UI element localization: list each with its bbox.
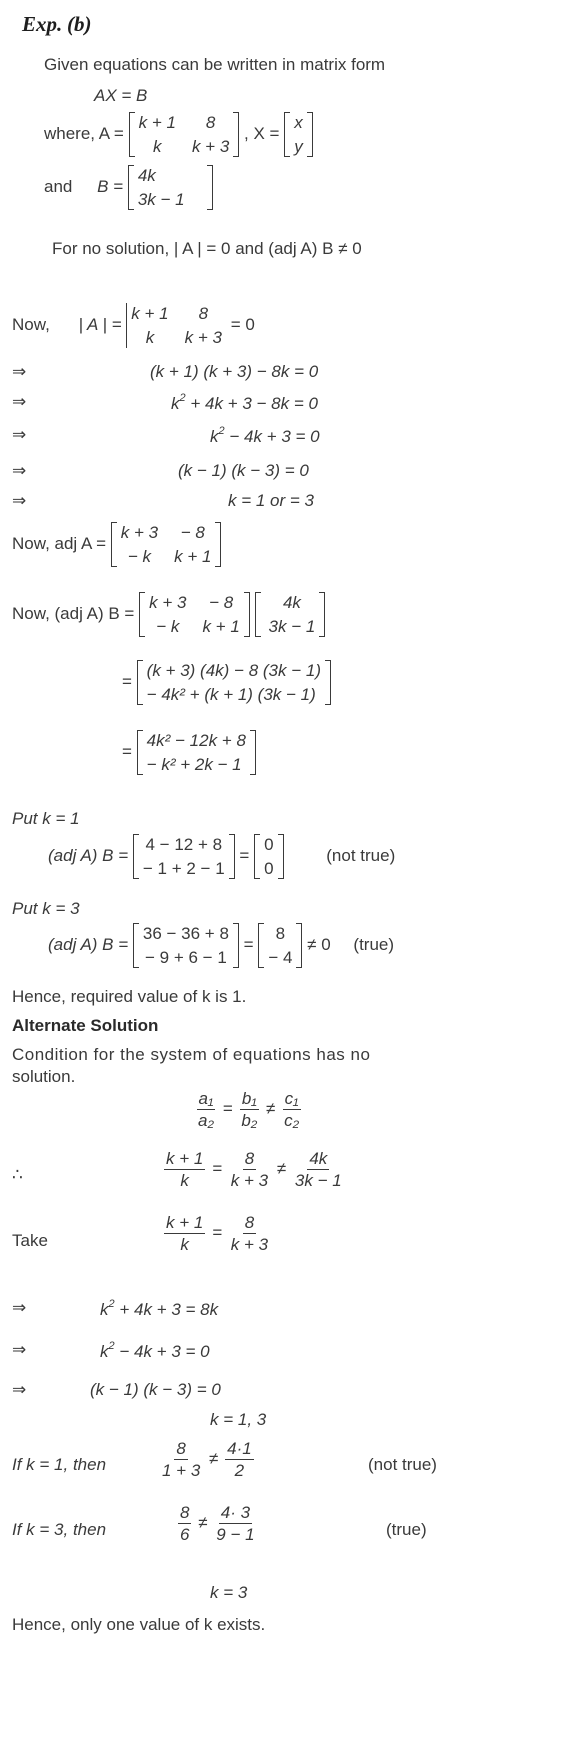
matrix-cell: − 1 + 2 − 1	[142, 859, 225, 878]
verdict-true: (true)	[386, 1520, 427, 1539]
where-a-label: where, A =	[44, 123, 124, 143]
matrix-cell: k + 3	[184, 328, 222, 347]
therefore-symbol: ∴	[12, 1165, 23, 1184]
and-label: and	[44, 176, 73, 196]
alt-step-2: $k^2 - 4k + 3 = 0$	[100, 1340, 210, 1361]
matrix-cell: − 9 + 6 − 1	[145, 948, 227, 967]
adjoint-row	[12, 522, 221, 567]
final-k-value: k = 3	[210, 1583, 248, 1602]
implies-arrow: ⇒	[12, 1298, 27, 1317]
verdict-true: (true)	[353, 934, 395, 954]
adjoint-product-row	[12, 592, 325, 637]
determinant-a	[126, 303, 226, 348]
implies-arrow: ⇒	[12, 491, 27, 510]
matrix-cell: (k + 3) (4k) − 8 (3k − 1)	[146, 661, 321, 680]
matrix-cell: k + 1	[202, 617, 240, 636]
matrix-cell: − 8	[209, 593, 234, 612]
step-roots: k = 1 or = 3	[228, 491, 314, 510]
matrix-cell: − k² + 2k − 1	[146, 755, 242, 774]
matrix-b	[255, 592, 326, 637]
check-k-3-label: If k = 3, then	[12, 1520, 107, 1539]
equals-sign: =	[122, 671, 132, 691]
matrix-cell: k + 3	[191, 137, 230, 156]
matrix-cell: x	[294, 113, 303, 132]
matrix-cell: 8	[275, 924, 286, 943]
matrix-b	[128, 165, 213, 210]
verdict-not-true: (not true)	[368, 1455, 437, 1474]
alternate-paragraph-line2: solution.	[12, 1067, 76, 1086]
matrix-cell: k	[145, 328, 155, 347]
matrix-b-row	[44, 165, 213, 210]
matrix-cell: 4 − 12 + 8	[145, 835, 223, 854]
step-quadratic: $k^2 + 4k + 3 - 8k = 0$	[171, 392, 318, 413]
zero-vector	[254, 834, 283, 879]
matrix-cell: 4k	[282, 593, 301, 612]
matrix-definition-row	[44, 112, 313, 157]
matrix-cell: 8	[198, 304, 209, 323]
product-expansion	[137, 660, 331, 705]
adj-b-label: (adj A) B =	[48, 845, 129, 865]
determinant-row	[12, 303, 255, 348]
matrix-x	[284, 112, 313, 157]
check-k-1: $\frac{8}{1 + 3}$ ≠ $\frac{4\cdot 1}{2}$	[162, 1439, 252, 1480]
matrix-cell: k + 1	[131, 304, 169, 323]
adj-a-label: Now, adj A =	[12, 533, 107, 553]
implies-arrow: ⇒	[12, 362, 27, 381]
implies-arrow: ⇒	[12, 392, 27, 411]
ratio-condition: $\frac{\text{a₁}}{\text{a₂}}$ = $\frac{\text{b₁}}{\text{b₂}}$ ≠ $\frac{\text{c₁}}{\text{c₂}}$	[198, 1089, 300, 1130]
exp-label: Exp.	[22, 12, 63, 36]
implies-arrow: ⇒	[12, 461, 27, 480]
put-k-3: Put k = 3	[12, 899, 80, 918]
matrix-cell: 0	[264, 835, 274, 854]
matrix-cell: k + 1	[138, 113, 176, 132]
intro-text: Given equations can be written in matrix form	[44, 55, 386, 74]
step-expand: (k + 1) (k + 3) − 8k = 0	[150, 362, 319, 381]
product-simplified	[137, 730, 256, 775]
verdict-not-true: (not true)	[326, 845, 396, 865]
matrix-cell: 3k − 1	[268, 617, 316, 636]
matrix-cell: 3k − 1	[137, 190, 185, 209]
matrix-cell: − 4	[268, 948, 293, 967]
matrix-cell: y	[294, 137, 303, 156]
check-k-3: $\frac{8}{6}$ ≠ $\frac{4\cdot 3}{9 - 1}$	[180, 1503, 255, 1544]
step-factored: (k − 1) (k − 3) = 0	[178, 461, 309, 480]
x-equals-label: , X =	[244, 123, 280, 143]
result-vector	[258, 923, 302, 968]
adj-b-label: (adj A) B =	[48, 934, 129, 954]
answer-option: (b)	[67, 12, 92, 36]
alt-step-3: (k − 1) (k − 3) = 0	[90, 1380, 221, 1399]
case-k-3-row: (adj A) B = 36 − 36 + 8 − 9 + 6 − 1 = 8 − 4 ≠ 0 (true)	[48, 924, 395, 967]
alternate-paragraph-line1: Condition for the system of equations has no	[12, 1045, 371, 1064]
equals-sign: =	[122, 741, 132, 761]
det-a-label: | A | =	[78, 314, 122, 334]
matrix-cell: k + 3	[149, 593, 187, 612]
case-k-1-row: (adj A) B = 4 − 12 + 8 − 1 + 2 − 1 = 0 0 (not true)	[48, 835, 396, 878]
implies-arrow: ⇒	[12, 1380, 27, 1399]
equals-zero: = 0	[230, 314, 255, 334]
put-k-1: Put k = 1	[12, 809, 80, 828]
matrix-cell: 36 − 36 + 8	[142, 924, 229, 943]
implies-arrow: ⇒	[12, 1340, 27, 1359]
adj-b-label: Now, (adj A) B =	[12, 603, 135, 623]
alternate-heading: Alternate Solution	[12, 1016, 159, 1035]
matrix-cell: 8	[205, 113, 216, 132]
adjoint-matrix	[139, 592, 250, 637]
conclusion-text: Hence, required value of k is 1.	[12, 987, 247, 1006]
product-simplified-row	[122, 730, 256, 775]
product-expansion-row	[122, 660, 331, 705]
ratio-equality: $\frac{k + 1}{k}$ = $\frac{8}{k + 3}$	[166, 1213, 269, 1254]
matrix-cell: k + 3	[120, 523, 159, 542]
matrix-cell: k + 1	[174, 547, 212, 566]
adjoint-matrix	[111, 522, 222, 567]
matrix-cell: − k	[127, 547, 152, 566]
matrix-cell: 0	[264, 859, 274, 878]
matrix-cell: 4k² − 12k + 8	[146, 731, 246, 750]
now-label: Now,	[12, 314, 50, 334]
case-matrix	[133, 834, 235, 879]
step-simplified: $k^2 - 4k + 3 = 0$	[210, 425, 320, 446]
alt-step-1: $k^2 + 4k + 3 = 8k$	[100, 1298, 219, 1319]
matrix-cell: k	[153, 137, 162, 156]
case-matrix	[133, 923, 239, 968]
matrix-a	[129, 112, 240, 157]
not-equal-zero: ≠ 0	[307, 934, 331, 954]
take-label: Take	[12, 1231, 48, 1250]
final-conclusion: Hence, only one value of k exists.	[12, 1615, 266, 1634]
matrix-cell: − 8	[180, 523, 205, 542]
matrix-cell: − k	[156, 617, 180, 636]
check-k-1-label: If k = 1, then	[12, 1455, 107, 1474]
implies-arrow: ⇒	[12, 425, 27, 444]
solution-heading	[22, 14, 92, 35]
ax-equals-b: AX = B	[94, 86, 148, 105]
ratio-substituted: $\frac{k + 1}{k}$ = $\frac{8}{k + 3}$ ≠ $\frac{4k}{3k - 1}$	[166, 1149, 342, 1190]
matrix-cell: − 4k² + (k + 1) (3k − 1)	[146, 685, 316, 704]
no-solution-condition: For no solution, | A | = 0 and (adj A) B ≠ 0	[52, 239, 362, 258]
b-equals-label: B =	[97, 176, 124, 196]
matrix-cell: 4k	[137, 166, 156, 185]
alt-roots: k = 1, 3	[210, 1410, 267, 1429]
